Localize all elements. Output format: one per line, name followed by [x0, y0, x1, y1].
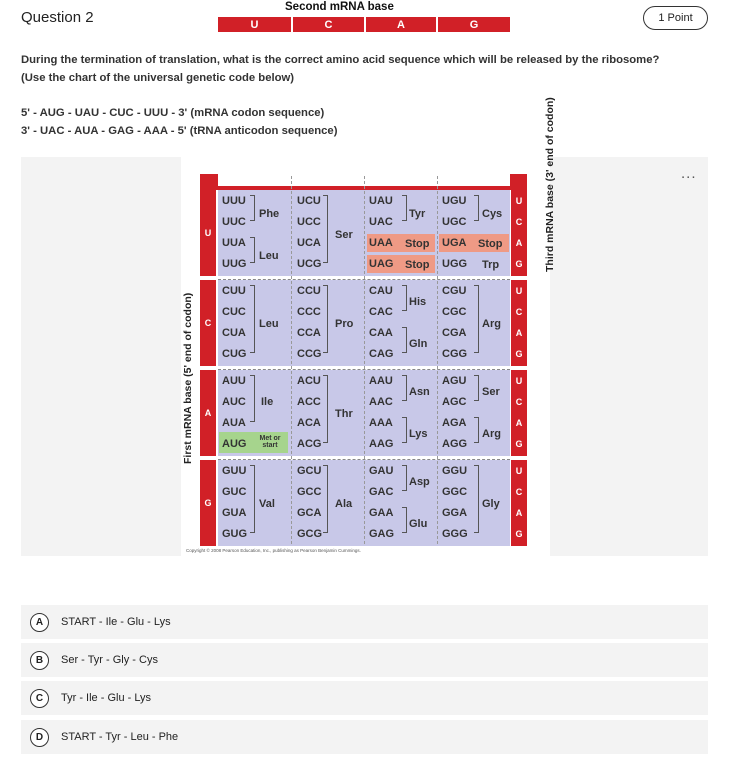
- amino-acid-ile: Ile: [261, 396, 274, 408]
- third-base-u: U: [515, 196, 523, 206]
- third-base-c: C: [515, 487, 523, 497]
- codon-gug: GUG: [222, 528, 248, 540]
- amino-acid-stop1: Stop: [405, 238, 430, 250]
- bracket-11: [323, 375, 328, 443]
- bracket-1: [250, 237, 255, 263]
- bracket-7: [402, 285, 407, 311]
- option-b[interactable]: [21, 643, 708, 677]
- amino-acid-lys: Lys: [409, 428, 428, 440]
- codon-caa: CAA: [369, 327, 393, 339]
- codon-gga: GGA: [442, 507, 468, 519]
- codon-gaa: GAA: [369, 507, 394, 519]
- amino-acid-thr: Thr: [335, 408, 353, 420]
- codon-uac: UAC: [369, 216, 393, 228]
- option-b-text: Ser - Tyr - Gly - Cys: [61, 654, 158, 666]
- question-text-line1: During the termination of translation, what is the correct amino acid sequence which will be released by the ribosome?: [21, 54, 660, 66]
- third-base-a: A: [515, 508, 523, 518]
- codon-aau: AAU: [369, 375, 393, 387]
- bracket-8: [402, 327, 407, 353]
- first-base-label: First mRNA base (5' end of codon): [182, 292, 194, 464]
- option-d[interactable]: [21, 720, 708, 754]
- codon-uuu: UUU: [222, 195, 246, 207]
- codon-gcg: GCG: [297, 528, 323, 540]
- amino-acid-stop3: Stop: [478, 238, 503, 250]
- bracket-17: [323, 465, 328, 533]
- points-badge: 1 Point: [643, 6, 708, 30]
- third-base-g: G: [515, 259, 523, 269]
- codon-cuu: CUU: [222, 285, 246, 297]
- codon-gcc: GCC: [297, 486, 322, 498]
- codon-gca: GCA: [297, 507, 322, 519]
- amino-acid-trp: Trp: [482, 259, 500, 271]
- sequences: [21, 104, 337, 140]
- codon-aaa: AAA: [369, 417, 393, 429]
- met-start-label: Met or start: [259, 435, 281, 449]
- amino-acid-his: His: [409, 296, 427, 308]
- codon-aua: AUA: [222, 417, 246, 429]
- amino-acid-glu: Glu: [409, 518, 428, 530]
- bracket-20: [474, 465, 479, 533]
- bracket-15: [474, 417, 479, 443]
- third-base-c: C: [515, 397, 523, 407]
- bracket-16: [250, 465, 255, 533]
- codon-cac: CAC: [369, 306, 393, 318]
- codon-cga: CGA: [442, 327, 467, 339]
- amino-acid-ser2: Ser: [482, 386, 500, 398]
- bracket-6: [323, 285, 328, 353]
- codon-ucu: UCU: [297, 195, 321, 207]
- codon-gcu: GCU: [297, 465, 322, 477]
- codon-ugc: UGC: [442, 216, 467, 228]
- option-c[interactable]: [21, 681, 708, 715]
- third-base-c: C: [515, 307, 523, 317]
- bracket-5: [250, 285, 255, 353]
- codon-agc: AGC: [442, 396, 467, 408]
- third-base-g: G: [515, 439, 523, 449]
- option-b-letter: B: [30, 651, 49, 670]
- codon-uag: UAG: [369, 258, 394, 270]
- first-base-g: G: [200, 460, 216, 546]
- first-base-c: C: [200, 280, 216, 366]
- codon-gau: GAU: [369, 465, 394, 477]
- amino-acid-leu2: Leu: [259, 318, 279, 330]
- first-base-u: U: [200, 190, 216, 276]
- codon-gag: GAG: [369, 528, 395, 540]
- trna-sequence: 3' - UAC - AUA - GAG - AAA - 5' (tRNA anticodon sequence): [21, 125, 338, 137]
- amino-acid-val: Val: [259, 498, 275, 510]
- codon-cgc: CGC: [442, 306, 467, 318]
- codon-aga: AGA: [442, 417, 467, 429]
- third-base-u: U: [515, 286, 523, 296]
- amino-acid-cys: Cys: [482, 208, 503, 220]
- codon-aac: AAC: [369, 396, 393, 408]
- codon-ucg: UCG: [297, 258, 322, 270]
- third-base-u: U: [515, 376, 523, 386]
- codon-uau: UAU: [369, 195, 393, 207]
- amino-acid-tyr: Tyr: [409, 208, 426, 220]
- codon-cua: CUA: [222, 327, 246, 339]
- codon-cug: CUG: [222, 348, 247, 360]
- amino-acid-gln: Gln: [409, 338, 428, 350]
- bracket-0: [250, 195, 255, 221]
- amino-acid-gly: Gly: [482, 498, 500, 510]
- third-base-a: A: [515, 238, 523, 248]
- bracket-9: [474, 285, 479, 353]
- column-header-a: A: [366, 17, 436, 32]
- codon-gac: GAC: [369, 486, 394, 498]
- mrna-sequence: 5' - AUG - UAU - CUC - UUU - 3' (mRNA codon sequence): [21, 107, 325, 119]
- codon-ccg: CCG: [297, 348, 322, 360]
- codon-uuc: UUC: [222, 216, 246, 228]
- bracket-19: [402, 507, 407, 533]
- option-a[interactable]: [21, 605, 708, 639]
- third-base-a: A: [515, 418, 523, 428]
- amino-acid-pro: Pro: [335, 318, 354, 330]
- bracket-10: [250, 375, 255, 422]
- bracket-2: [323, 195, 328, 263]
- codon-gua: GUA: [222, 507, 247, 519]
- amino-acid-leu1: Leu: [259, 250, 279, 262]
- question-title: Question 2: [21, 9, 94, 26]
- option-d-letter: D: [30, 728, 49, 747]
- codon-ugu: UGU: [442, 195, 467, 207]
- codon-cca: CCA: [297, 327, 321, 339]
- column-header-g: G: [438, 17, 510, 32]
- option-c-letter: C: [30, 689, 49, 708]
- amino-acid-ala: Ala: [335, 498, 353, 510]
- third-base-g: G: [515, 529, 523, 539]
- codon-aug: AUG: [222, 438, 247, 450]
- amino-acid-asn: Asn: [409, 386, 430, 398]
- column-separator-2: [437, 176, 438, 544]
- figure-copyright: Copyright © 2008 Pearson Education, Inc., publishing as Pearson Benjamin Cummings.: [186, 548, 361, 553]
- codon-ccc: CCC: [297, 306, 321, 318]
- codon-acc: ACC: [297, 396, 321, 408]
- column-header-c: C: [293, 17, 364, 32]
- option-d-text: START - Tyr - Leu - Phe: [61, 731, 179, 743]
- codon-agu: AGU: [442, 375, 467, 387]
- question-text: [21, 51, 711, 87]
- second-base-title: Second mRNA base: [285, 1, 394, 13]
- codon-ccu: CCU: [297, 285, 321, 297]
- question-text-line2: (Use the chart of the universal genetic code below): [21, 72, 295, 84]
- option-c-text: Tyr - Ile - Glu - Lys: [61, 692, 152, 704]
- amino-acid-asp: Asp: [409, 476, 430, 488]
- codon-guc: GUC: [222, 486, 247, 498]
- codon-aca: ACA: [297, 417, 321, 429]
- codon-guu: GUU: [222, 465, 247, 477]
- bracket-14: [474, 375, 479, 401]
- codon-aag: AAG: [369, 438, 394, 450]
- codon-cgu: CGU: [442, 285, 467, 297]
- more-options-icon[interactable]: ...: [681, 165, 697, 182]
- codon-ucc: UCC: [297, 216, 321, 228]
- codon-acu: ACU: [297, 375, 321, 387]
- option-a-text: START - Ile - Glu - Lys: [61, 616, 171, 628]
- column-separator-0: [291, 176, 292, 544]
- codon-auu: AUU: [222, 375, 246, 387]
- option-a-letter: A: [30, 613, 49, 632]
- codon-acg: ACG: [297, 438, 322, 450]
- amino-acid-arg2: Arg: [482, 428, 501, 440]
- codon-uga: UGA: [442, 237, 467, 249]
- codon-ggg: GGG: [442, 528, 468, 540]
- amino-acid-arg1: Arg: [482, 318, 501, 330]
- codon-cau: CAU: [369, 285, 393, 297]
- codon-uug: UUG: [222, 258, 247, 270]
- first-base-a: A: [200, 370, 216, 456]
- bracket-18: [402, 465, 407, 491]
- codon-auc: AUC: [222, 396, 246, 408]
- third-base-c: C: [515, 217, 523, 227]
- third-base-label: Third mRNA base (3' end of codon): [544, 97, 556, 272]
- codon-cag: CAG: [369, 348, 394, 360]
- codon-uaa: UAA: [369, 237, 393, 249]
- column-separator-1: [364, 176, 365, 544]
- corner-right: [510, 174, 527, 190]
- amino-acid-stop2: Stop: [405, 259, 430, 271]
- bracket-12: [402, 375, 407, 401]
- codon-ggc: GGC: [442, 486, 468, 498]
- amino-acid-phe: Phe: [259, 208, 280, 220]
- bracket-4: [474, 195, 479, 221]
- codon-cuc: CUC: [222, 306, 246, 318]
- codon-uua: UUA: [222, 237, 246, 249]
- amino-acid-ser1: Ser: [335, 229, 353, 241]
- third-base-g: G: [515, 349, 523, 359]
- codon-agg: AGG: [442, 438, 468, 450]
- codon-ggu: GGU: [442, 465, 468, 477]
- bracket-3: [402, 195, 407, 221]
- third-base-a: A: [515, 328, 523, 338]
- codon-cgg: CGG: [442, 348, 468, 360]
- codon-uca: UCA: [297, 237, 321, 249]
- codon-ugg: UGG: [442, 258, 468, 270]
- third-base-u: U: [515, 466, 523, 476]
- column-header-u: U: [218, 17, 291, 32]
- bracket-13: [402, 417, 407, 443]
